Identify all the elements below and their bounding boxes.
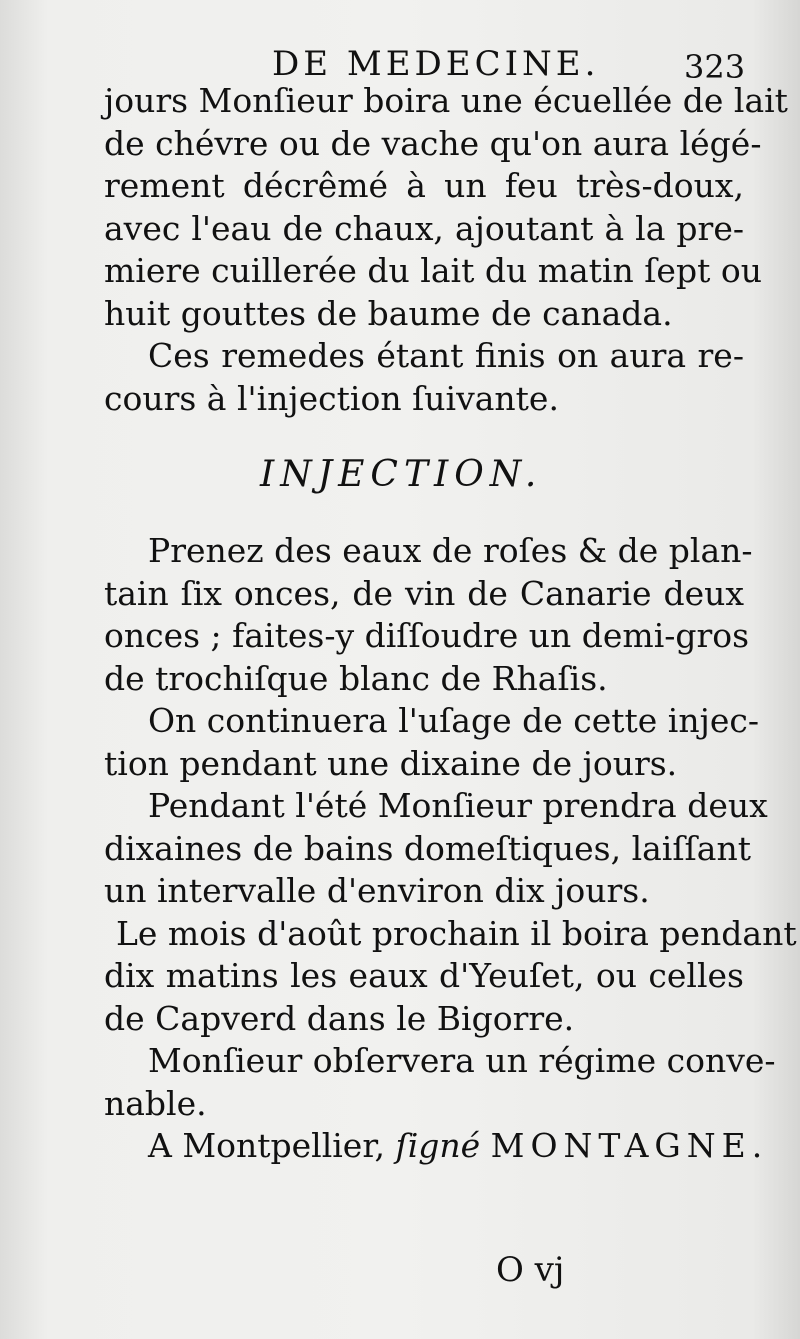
text-line: cours à l'injection ſuivante.	[104, 378, 559, 418]
paragraph-1	[104, 80, 788, 335]
text-line: Pendant l'été Monſieur prendra deux	[148, 786, 768, 825]
signature-mark: O vj	[496, 1250, 565, 1290]
text-line: dix matins les eaux d'Yeuſet, ou celles	[104, 956, 744, 995]
text-line: jours Monſieur boira une écuellée de lait	[104, 81, 788, 120]
text-line: avec l'eau de chaux, ajoutant à la pre-	[104, 208, 744, 248]
paragraph-2	[104, 335, 744, 420]
text-line: huit gouttes de baume de canada.	[104, 293, 673, 333]
text-line: nable.	[104, 1083, 207, 1123]
paragraph-6	[104, 913, 797, 1041]
signature-line	[104, 1125, 769, 1168]
text-line: Ces remedes étant finis on aura re-	[148, 336, 744, 375]
paragraph-3	[104, 530, 753, 700]
signature-signed: ſigné	[395, 1126, 481, 1165]
running-head	[0, 44, 800, 84]
signature-name: MONTAGNE.	[490, 1126, 769, 1165]
text-line: Le mois d'août prochain il boira pendant	[116, 913, 797, 953]
page-body	[104, 80, 797, 1168]
text-line: dixaines de bains domeſtiques, laiſſant	[104, 828, 751, 868]
text-line: On continuera l'uſage de cette injec-	[148, 701, 759, 740]
text-line: de chévre ou de vache qu'on aura légé-	[104, 123, 762, 163]
text-line: onces ; faites-y diſſoudre un demi-gros	[104, 616, 750, 655]
text-line: tion pendant une dixaine de jours.	[104, 743, 678, 783]
text-line: rement décrêmé à un feu très-doux,	[104, 166, 744, 205]
text-line: de trochiſque blanc de Rhaſis.	[104, 658, 608, 698]
section-heading: INJECTION.	[260, 454, 543, 495]
text-line: miere cuillerée du lait du matin ſept ou	[104, 251, 762, 290]
text-line: un intervalle d'environ dix jours.	[104, 871, 650, 910]
text-line: de Capverd dans le Bigorre.	[104, 998, 575, 1038]
signature-place: A Montpellier,	[148, 1126, 385, 1165]
paragraph-5	[104, 785, 768, 913]
paragraph-7	[104, 1040, 776, 1125]
text-line: Prenez des eaux de roſes & de plan-	[148, 531, 753, 570]
text-line: Monſieur obſervera un régime conve-	[148, 1041, 776, 1080]
page-number: 323	[684, 48, 746, 86]
running-head-title: DE MEDECINE.	[272, 44, 600, 84]
text-line: tain ſix onces, de vin de Canarie deux	[104, 573, 744, 613]
paragraph-4	[104, 700, 759, 785]
